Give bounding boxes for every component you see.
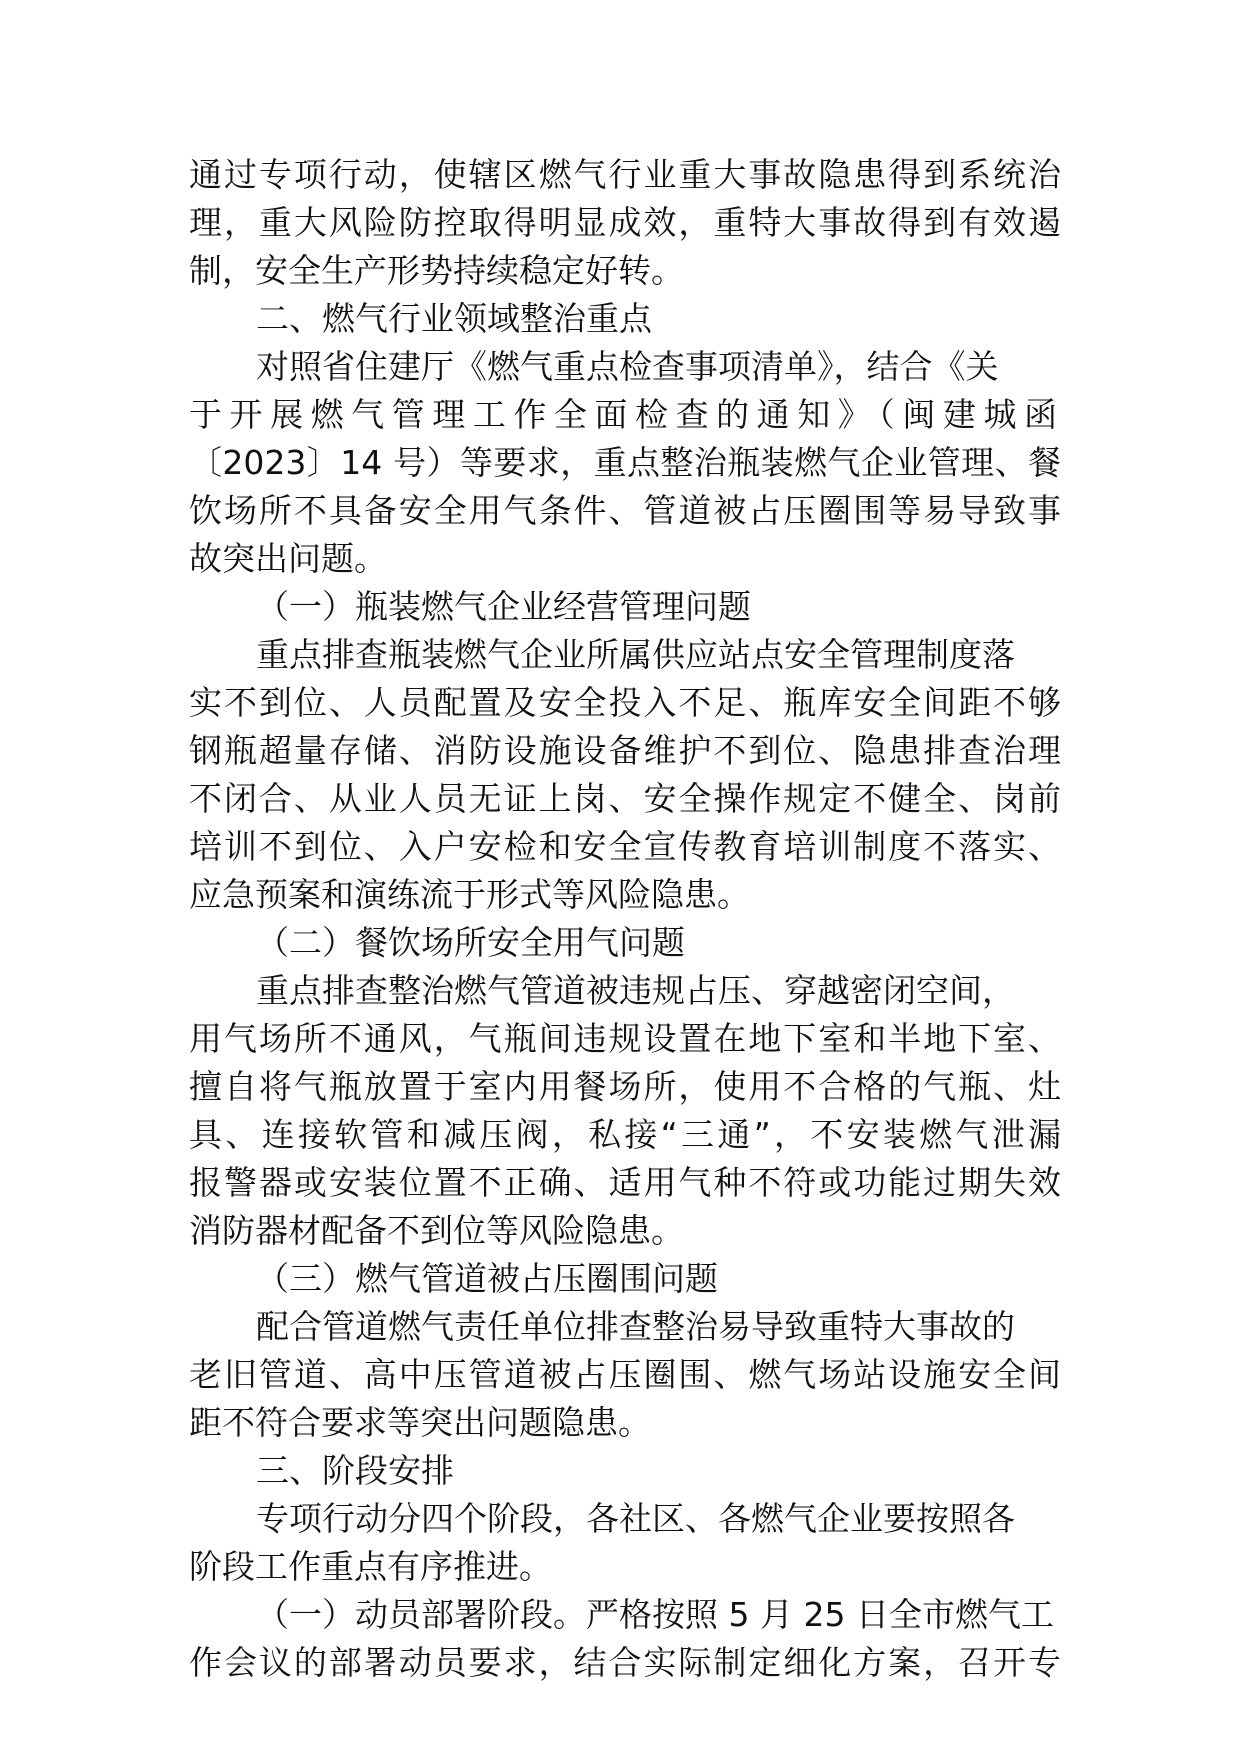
body-line: 报警器或安装位置不正确、适用气种不符或功能过期失效	[189, 1163, 1061, 1202]
section-heading: 三、阶段安排	[256, 1451, 454, 1490]
body-line: 具、连接软管和减压阀，私接“三通”，不安装燃气泄漏	[189, 1115, 1061, 1154]
body-line: 于开展燃气管理工作全面检查的通知》（闽建城函	[189, 395, 1061, 434]
body-line: 重点排查整治燃气管道被违规占压、穿越密闭空间，	[256, 971, 1015, 1010]
body-line: （一）动员部署阶段。严格按照 5 月 25 日全市燃气工	[256, 1595, 1054, 1634]
body-line: 专项行动分四个阶段，各社区、各燃气企业要按照各	[256, 1499, 1015, 1538]
body-line: 重点排查瓶装燃气企业所属供应站点安全管理制度落	[256, 635, 1015, 674]
body-line: 阶段工作重点有序推进。	[189, 1547, 552, 1586]
body-line: 老旧管道、高中压管道被占压圈围、燃气场站设施安全间	[189, 1355, 1061, 1394]
body-line: 作会议的部署动员要求，结合实际制定细化方案，召开专	[189, 1643, 1061, 1682]
body-line: 擅自将气瓶放置于室内用餐场所，使用不合格的气瓶、灶	[189, 1067, 1061, 1106]
section-heading: 二、燃气行业领域整治重点	[256, 299, 652, 338]
body-line: 用气场所不通风，气瓶间违规设置在地下室和半地下室、	[189, 1019, 1061, 1058]
subsection-heading: （二）餐饮场所安全用气问题	[256, 923, 685, 962]
body-line: 钢瓶超量存储、消防设施设备维护不到位、隐患排查治理	[189, 731, 1061, 770]
body-line: 消防器材配备不到位等风险隐患。	[189, 1211, 684, 1250]
body-line: 距不符合要求等突出问题隐患。	[189, 1403, 651, 1442]
body-line: 通过专项行动，使辖区燃气行业重大事故隐患得到系统治	[189, 155, 1061, 194]
subsection-heading: （一）瓶装燃气企业经营管理问题	[256, 587, 751, 626]
body-line: 饮场所不具备安全用气条件、管道被占压圈围等易导致事	[189, 491, 1061, 530]
subsection-heading: （三）燃气管道被占压圈围问题	[256, 1259, 718, 1298]
body-line: 对照省住建厅《燃气重点检查事项清单》，结合《关	[256, 347, 999, 386]
body-line: 培训不到位、入户安检和安全宣传教育培训制度不落实、	[189, 827, 1061, 866]
body-line: 配合管道燃气责任单位排查整治易导致重特大事故的	[256, 1307, 1015, 1346]
body-line: 应急预案和演练流于形式等风险隐患。	[189, 875, 750, 914]
body-line: 不闭合、从业人员无证上岗、安全操作规定不健全、岗前	[189, 779, 1061, 818]
body-line: 故突出问题。	[189, 539, 387, 578]
body-line: 实不到位、人员配置及安全投入不足、瓶库安全间距不够	[189, 683, 1061, 722]
body-line: 理，重大风险防控取得明显成效，重特大事故得到有效遏	[189, 203, 1061, 242]
body-line: 制，安全生产形势持续稳定好转。	[189, 251, 684, 290]
body-line: 〔2023〕14 号）等要求，重点整治瓶装燃气企业管理、餐	[189, 443, 1061, 482]
